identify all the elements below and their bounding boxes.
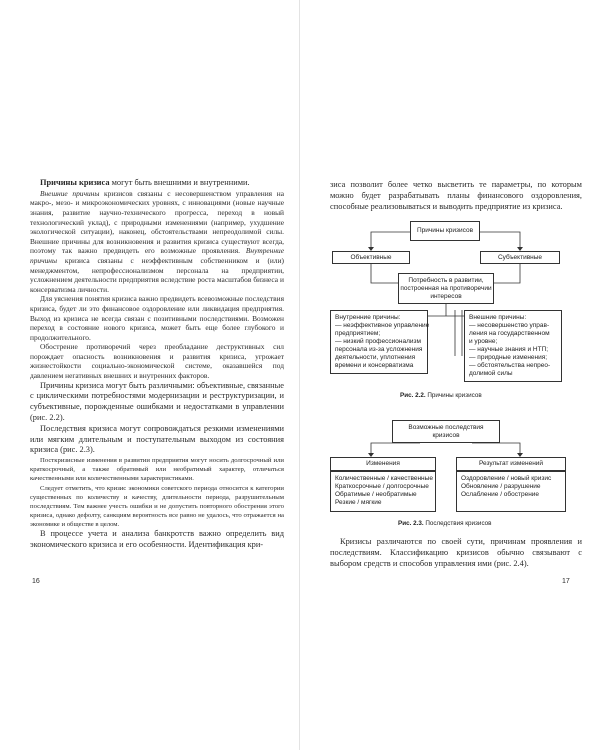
box-line: — научные знания и НТП; <box>469 346 549 353</box>
bold-lead: Причины кризиса <box>40 178 110 187</box>
figure-2-3-caption <box>398 520 492 527</box>
italic-lead: Внешние причины <box>40 188 100 198</box>
paragraph: Посткризисные изменения в развитии предприятия могут носить долгосрочный или краткосрочный, а также обратимый или необратимый характер, отличаться качественными или количественными характеристиками. <box>30 457 284 483</box>
box-line: времени и консерватизма <box>335 362 414 369</box>
box-line: — обстоятельства непрео- <box>469 362 551 369</box>
box-line: — природные изменения; <box>469 354 548 361</box>
external-causes-box <box>464 310 562 382</box>
page-number: 17 <box>562 578 570 585</box>
box-line: Оздоровление / новый кризис <box>461 475 552 482</box>
paragraph <box>30 178 284 189</box>
right-page <box>300 0 600 750</box>
paragraph <box>30 189 284 295</box>
box-line: Потребность в развитии, <box>408 276 484 284</box>
box-line: долимой силы <box>469 370 513 377</box>
box-line: кризисов <box>432 431 460 439</box>
possible-consequences-box <box>392 420 500 443</box>
box-line: ления на государственном <box>469 330 550 337</box>
paragraph: В процессе учета и анализа банкротств важно определить вид экономического кризиса и его особенности. Идентификация кри- <box>30 529 284 549</box>
paragraph: Следует отметить, что кризис экономики советского периода относится к категории существенных по количеству и качеству, длительности периода, разрушительным последствиям. Тем важнее учесть ошибки и не допустить повторного обострения этого кризиса, однако дефолту, санкциям вероятность все равно не удалось, что отражается на экономике и обществе в целом. <box>30 484 284 528</box>
paragraph: Обострение противоречий через преобладание деструктивных сил порождает опасность возникновения и развития кризиса, угрожает жизнестойкости социально-экономической системе, оказавшейся под давлением негативных внешних и внутренних факторов. <box>30 342 284 381</box>
paragraph-text: кризиса связаны с неэффективным собственником и (или) менеджментом, непрофессионализмом персонала на предприятии, усложнением деятельности предприятия вследствие роста масштабов бизнеса и консерватизма личности. <box>30 255 284 294</box>
box-line: Резкие / мягкие <box>335 499 382 506</box>
box-line: Внешние причины: <box>469 314 527 321</box>
italic-term: Внутренние причины <box>30 246 284 265</box>
left-text-column <box>30 178 284 551</box>
subjective-box: Субъективные <box>480 251 560 264</box>
box-line: предприятием; <box>335 330 381 337</box>
caption-label: Рис. 2.3. <box>398 520 424 527</box>
box-line: Ослабление / обострение <box>461 491 540 498</box>
box-line: Внутренние причины: <box>335 314 401 321</box>
result-list-box <box>456 471 566 512</box>
paragraph: Последствия кризиса могут сопровождаться резкими изменениями или мягким длительным и поступательным выходом из состояния кризиса (рис. 2.3). <box>30 423 284 455</box>
changes-box: Изменения <box>330 457 436 471</box>
paragraph: Кризисы различаются по своей сути, причинам проявления и последствиям. Классификацию кризисов обычно связывают с выбором средств и способов управления ими (рис. 2.4). <box>330 537 582 568</box>
caption-label: Рис. 2.2. <box>400 392 426 399</box>
causes-box: Причины кризисов <box>410 221 480 241</box>
internal-causes-box <box>330 310 428 374</box>
box-line: — низкий профессионализм <box>335 338 421 345</box>
box-line: персонала из-за усложнения <box>335 346 423 353</box>
box-line: Возможные последствия <box>408 423 484 431</box>
figure-2-2-caption <box>400 392 482 399</box>
development-need-box <box>398 273 494 304</box>
box-line: и уровне; <box>469 338 498 345</box>
box-line: — несовершенство управ- <box>469 322 550 329</box>
box-line: — неэффективное управление <box>335 322 430 329</box>
objective-box: Объективные <box>332 251 410 264</box>
paragraph-text: кризисов связаны с несовершенством управления на макро-, мезо- и микроэкономических уровнях, с инновациями (новые научные знания, развитие научно-технического прогресса, переход в новый технологический уклад), с природными изменениями (например, ухудшение экологической ситуации), наконец, обстоятельствами непреодолимой силы. Внешние причины для возникновения и развития кризиса существуют всегда, поэтому так важно предвидеть его возможные проявления. <box>30 188 284 256</box>
box-line: построенная на противоречии <box>400 284 492 292</box>
paragraph-text: могут быть внешними и внутренними. <box>109 178 250 187</box>
caption-text: Последствия кризисов <box>423 520 492 527</box>
paragraph: Для уяснения понятия кризиса важно предвидеть всевозможные последствия кризиса, будет ли это финансовое оздоровление или ликвидация предприятия. Выход из кризиса не всегда связан с позитивными последствиями. Возможен переход в состояние нового кризиса, может быть еще более глубокого и продолжительного. <box>30 294 284 342</box>
box-line: деятельности, уплотнения <box>335 354 416 361</box>
paragraph: Причины кризиса могут быть различными: объективные, связанные с циклическими потребностями модернизации и реструктуризации, и субъективные, порожденные ошибками и недостатками в управлении (рис. 2.2). <box>30 380 284 423</box>
page-number: 16 <box>32 578 40 585</box>
changes-list-box <box>330 471 436 512</box>
box-line: интересов <box>430 292 462 300</box>
paragraph: зиса позволит более четко высветить те параметры, по которым можно будет разрабатывать планы финансового оздоровления, способные реализовываться и выводить предприятие из кризиса. <box>330 180 582 211</box>
result-box: Результат изменений <box>456 457 566 471</box>
box-line: Количественные / качественные <box>335 475 433 482</box>
caption-text: Причины кризисов <box>425 392 482 399</box>
box-line: Краткосрочные / долгосрочные <box>335 483 429 490</box>
box-line: Обратимые / необратимые <box>335 491 417 498</box>
right-closing <box>330 537 582 569</box>
box-line: Обновление / разрушение <box>461 483 541 490</box>
